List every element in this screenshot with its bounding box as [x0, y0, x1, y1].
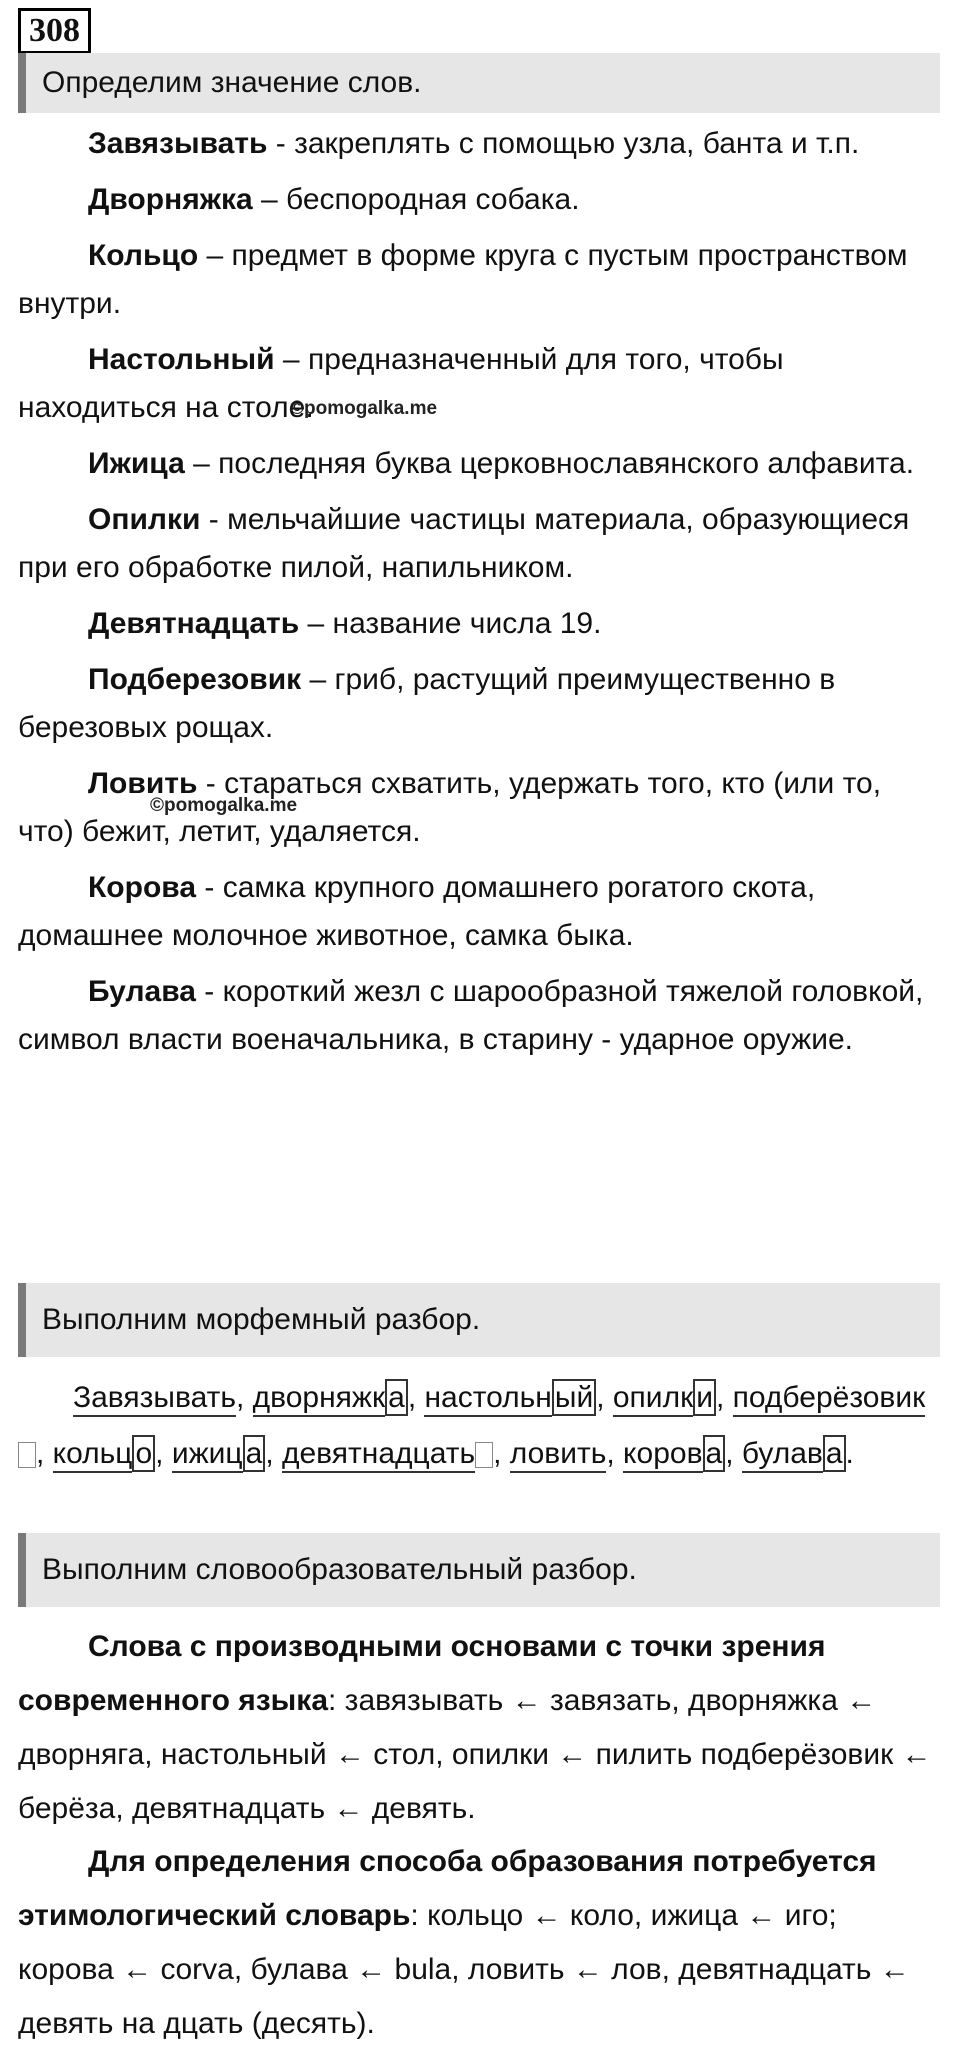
derivation-lead: Для определения способа образования потребуется этимологический словарь	[18, 1845, 877, 1932]
definition-item	[18, 440, 940, 488]
section-header-morpheme	[18, 1283, 940, 1357]
morpheme-analysis	[18, 1370, 940, 1482]
definition-item	[18, 120, 940, 168]
separator: ,	[155, 1437, 172, 1470]
separator: ,	[493, 1437, 510, 1470]
definition-text: - самка крупного домашнего рогатого скота, домашнее молочное животное, самка быка.	[18, 871, 816, 952]
morph-ending: а	[703, 1435, 726, 1472]
definition-text: – название числа 19.	[299, 607, 602, 640]
definition-text: - закреплять с помощью узла, банта и т.п.	[267, 127, 860, 160]
section-header-definitions	[18, 53, 940, 113]
definition-item	[18, 336, 940, 432]
definition-item	[18, 496, 940, 592]
morph-stem: булав	[742, 1437, 823, 1473]
morph-ending: ый	[552, 1379, 596, 1416]
morph-stem: настольн	[424, 1381, 551, 1417]
definition-item	[18, 232, 940, 328]
morph-stem: кольц	[53, 1437, 133, 1473]
definition-item	[18, 968, 940, 1064]
morph-stem: девятнадцать	[282, 1437, 475, 1473]
task-number: 308	[18, 8, 91, 54]
derivation-paragraph-1	[18, 1620, 940, 1836]
separator: ,	[606, 1437, 624, 1470]
morph-word: Завязывать	[73, 1381, 236, 1417]
definition-text: – последняя буква церковнославянского алфавита.	[184, 447, 915, 480]
definition-text: - мельчайшие частицы материала, образующиеся при его обработке пилой, напильником.	[18, 503, 910, 584]
defined-word: Дворняжка	[88, 183, 253, 216]
definition-text: - стараться схватить, удержать того, кто (или то, что) бежит, летит, удаляется.	[18, 767, 882, 848]
derivation-text: : кольцо ← коло, ижица ← иго; корова ← corva, булава ← bula, ловить ← лов, девятнадцать ← девять на дцать (десять).	[18, 1899, 910, 2040]
defined-word: Ижица	[88, 447, 185, 480]
section-header-label: Выполним морфемный разбор.	[42, 1303, 481, 1336]
definition-text: - короткий жезл с шарообразной тяжелой головкой, символ власти военачальника, в старину - ударное оружие.	[18, 975, 924, 1056]
section-header-label: Выполним словообразовательный разбор.	[42, 1553, 637, 1586]
separator: ,	[265, 1437, 282, 1470]
morph-stem: ижиц	[172, 1437, 243, 1473]
morph-ending: а	[243, 1435, 266, 1472]
separator: ,	[235, 1381, 253, 1414]
morph-stem: коров	[623, 1437, 702, 1473]
derivation-paragraph-2	[18, 1835, 940, 2051]
watermark: ©pomogalka.me	[150, 795, 298, 816]
defined-word: Ловить	[88, 767, 198, 800]
separator: ,	[407, 1381, 425, 1414]
morph-ending: и	[693, 1379, 716, 1416]
definition-text: – гриб, растущий преимущественно в березовых рощах.	[18, 663, 836, 744]
definition-text: – предназначенный для того, чтобы находиться на столе.	[18, 343, 784, 424]
morph-word: ловить	[510, 1437, 607, 1473]
defined-word: Завязывать	[88, 127, 268, 160]
defined-word: Опилки	[88, 503, 201, 536]
morph-stem: дворняжк	[253, 1381, 385, 1417]
separator: ,	[715, 1381, 733, 1414]
defined-word: Булава	[88, 975, 196, 1008]
defined-word: Девятнадцать	[88, 607, 300, 640]
morph-ending: а	[823, 1435, 846, 1472]
defined-word: Подберезовик	[88, 663, 302, 696]
derivation-text: : завязывать ← завязать, дворняжка ← дворняга, настольный ← стол, опилки ← пилить подберёзовик ← берёза, девятнадцать ← девять.	[18, 1684, 932, 1825]
morph-ending: а	[385, 1379, 408, 1416]
section-header-label: Определим значение слов.	[42, 66, 422, 99]
defined-word: Корова	[88, 871, 197, 904]
morph-stem: подберёзовик	[733, 1381, 926, 1417]
morph-ending: о	[132, 1435, 155, 1472]
section-header-wordformation	[18, 1533, 940, 1607]
definition-item	[18, 176, 940, 224]
definition-item	[18, 600, 940, 648]
derivation-lead: Слова с производными основами с точки зрения современного языка	[18, 1630, 826, 1717]
defined-word: Кольцо	[88, 239, 199, 272]
separator: ,	[725, 1437, 742, 1470]
definition-item	[18, 656, 940, 752]
separator: .	[845, 1437, 854, 1470]
morph-stem: опилк	[613, 1381, 693, 1417]
definition-text: – беспородная собака.	[252, 183, 580, 216]
definition-text: – предмет в форме круга с пустым пространством внутри.	[18, 239, 908, 320]
definition-item	[18, 864, 940, 960]
null-ending-box	[18, 1442, 36, 1468]
separator: ,	[596, 1381, 613, 1414]
defined-word: Настольный	[88, 343, 275, 376]
null-ending-box	[475, 1442, 493, 1468]
watermark: ©pomogalka.me	[290, 398, 438, 419]
definitions-list	[18, 120, 940, 1072]
separator: ,	[36, 1437, 53, 1470]
